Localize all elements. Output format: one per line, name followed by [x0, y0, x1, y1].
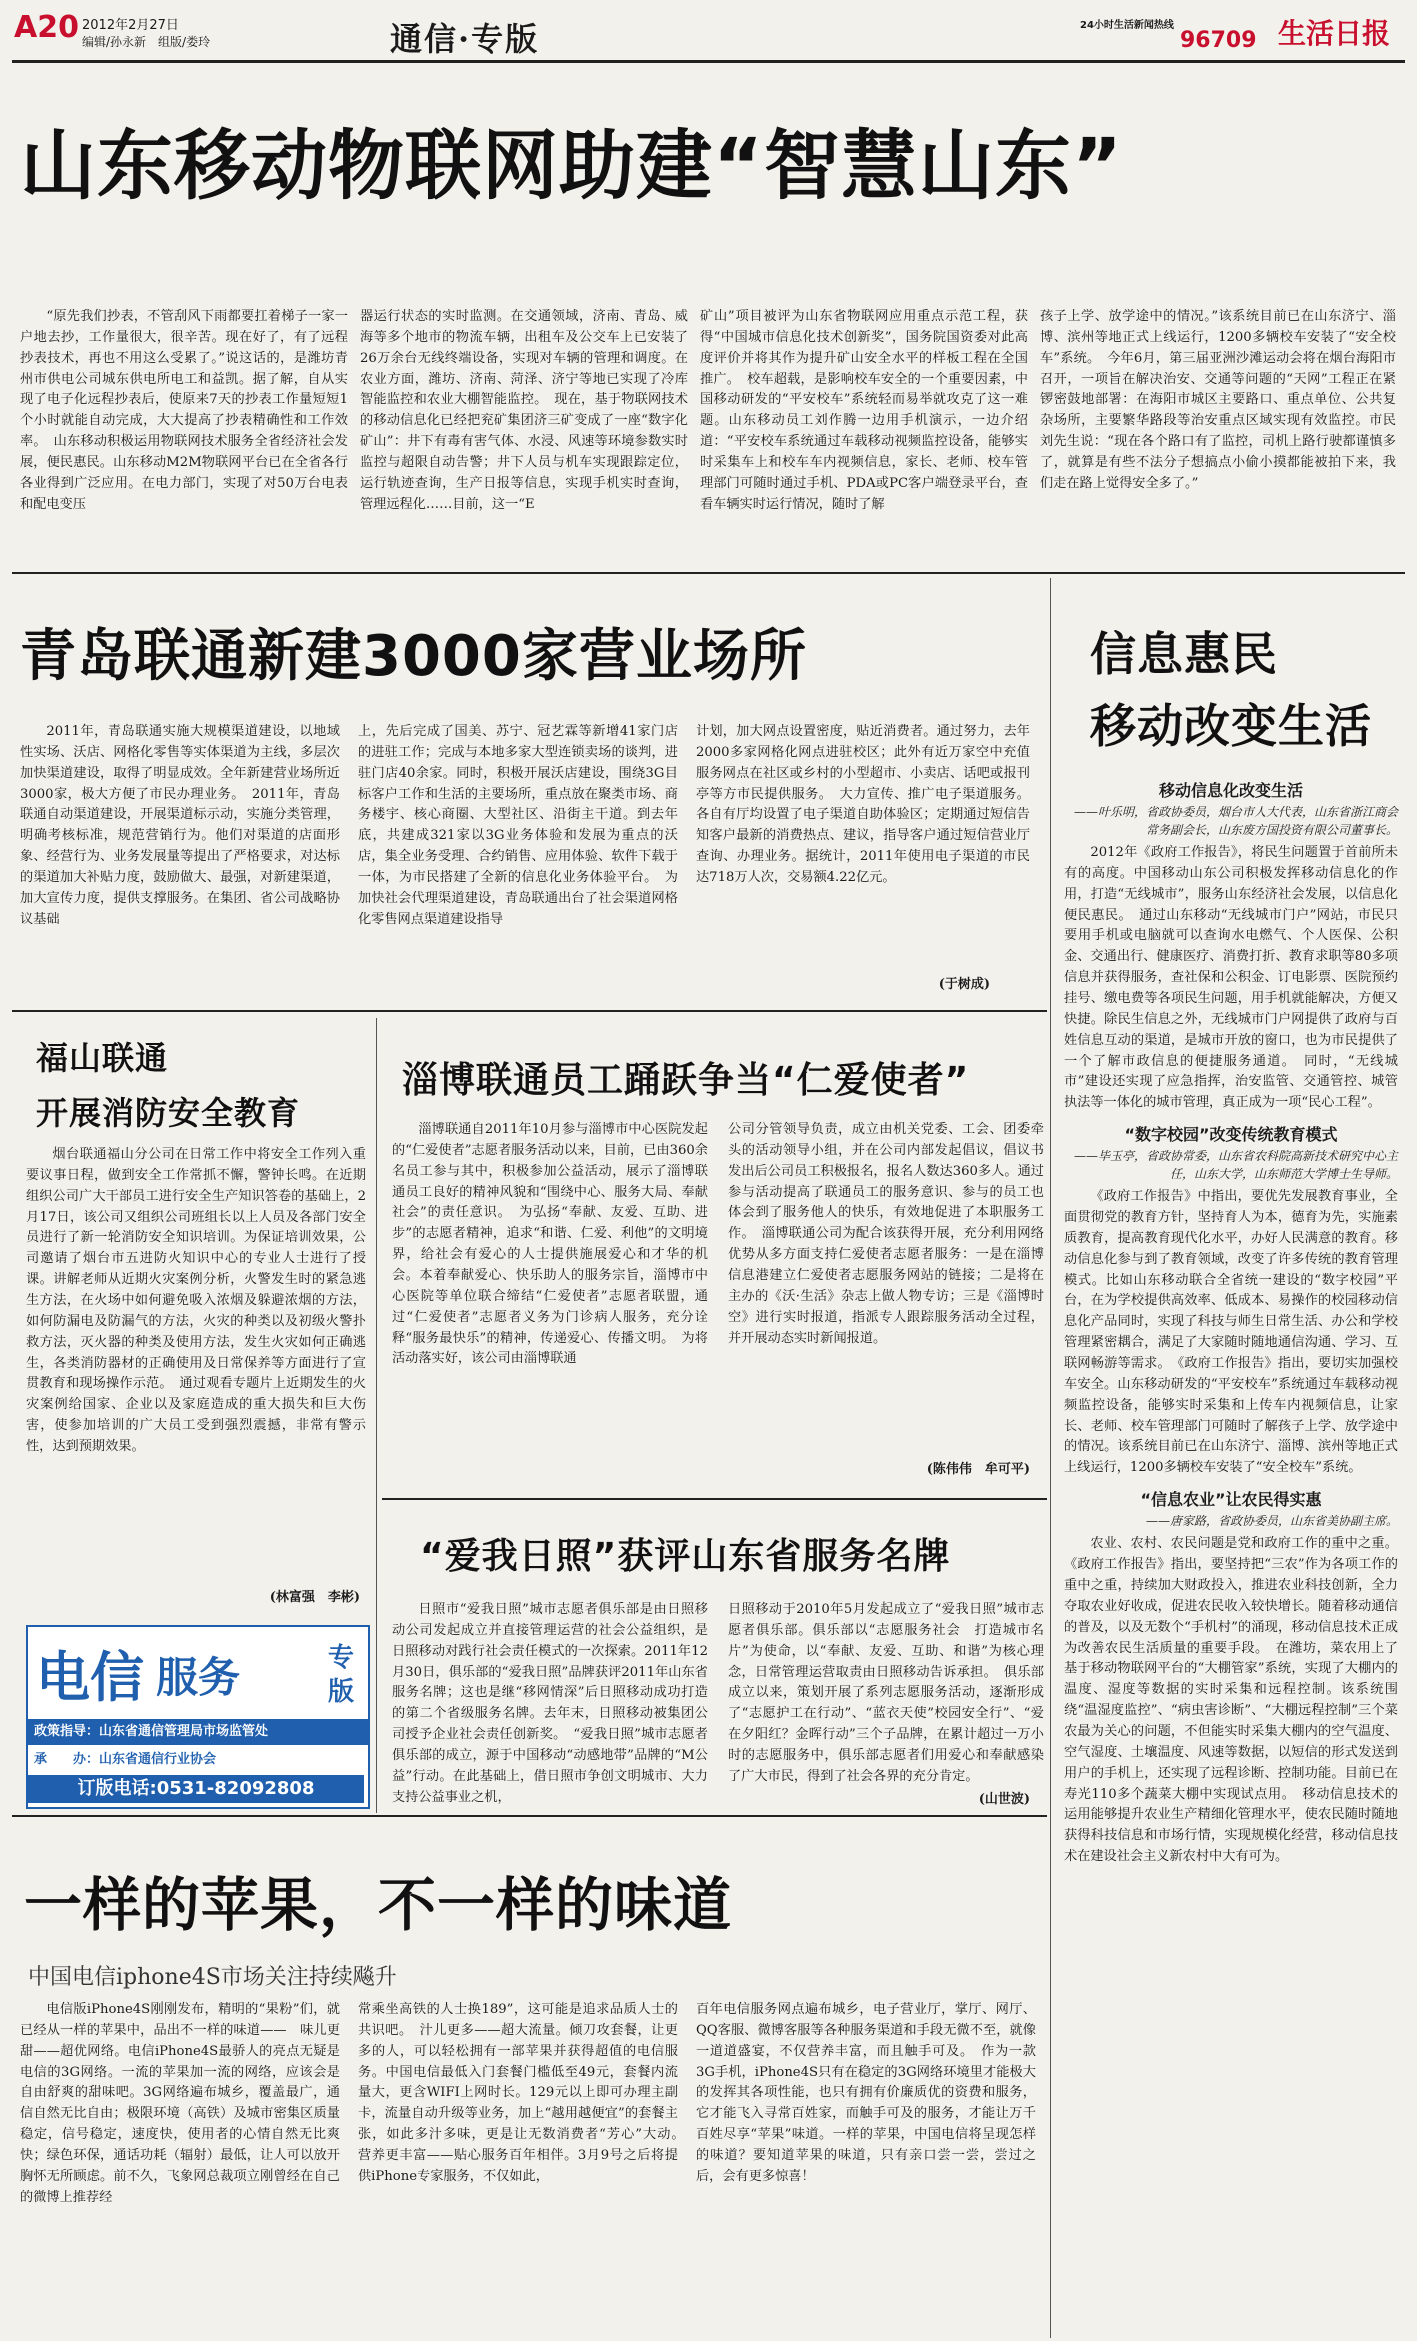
- article2-col2-text: 上，先后完成了国美、苏宁、冠艺霖等新增41家门店的进驻工作；完成与本地多家大型连锁卖场的谈判，进驻门店40余家。同时，积极开展沃店建设，围绕3G目标客户工作和生活的主要场所，重点放在聚类市场、商务楼宇、核心商圈、大型社区、沿街主干道。到去年底，共建成321家以3G业务体验和发展为重点的沃店，集全业务受理、合约销售、应用体验、软件下载于一体，为市民搭建了全新的信息化业务体验平台。 为加快社会代理渠道建设，青岛联通出台了社会渠道网格化零售网点渠道建设指导: [358, 724, 678, 927]
- ad-box: [26, 1625, 370, 1809]
- article6-col3-text: 百年电信服务网点遍布城乡，电子营业厅，掌厅、网厅、QQ客服、微博客服等各种服务渠道和手段无微不至，就像一道道盛宴，不仅营养丰富，而且触手可及。 作为一款3G手机，iPhone4S只有在稳定的3G网络环境里才能极大的发挥其各项性能，也只有拥有价廉质优的资费和服务，它才能飞入寻常百姓家，而触手可及的服务，才能让万千百姓尽享“苹果”味道。一样的苹果，中国电信将呈现怎样的味道？要知道苹果的味道，只有亲口尝一尝，尝过之后，会有更多惊喜！: [696, 2002, 1036, 2184]
- sidebar-sub2: “数字校园”改变传统教育模式: [1124, 1125, 1338, 1145]
- sidebar-p2: 《政府工作报告》中指出，要优先发展教育事业，全面贯彻党的教育方针，坚持育人为本，德育为先，实施素质教育，提高教育现代化水平，办好人民满意的教育。移动信息化参与到了教育领域，改变了许多传统的教育管理模式。比如山东移动联合全省统一建设的“数字校园”平台，在为学校提供高效率、低成本、易操作的校园移动信息化产品同时，实现了科技与师生日常生活、办公和学校管理紧密耦合，满足了大家随时随地通信沟通、学习、互联网畅游等需求。 《政府工作报告》指出，要切实加强校车安全。山东移动研发的“平安校车”系统通过车载移动视频监控设备，能够实时采集和上传车内视频信息，让家长、老师、校车管理部门可随时了解孩子上学、放学途中的情况。该系统目前已在山东济宁、淄博、滨州等地正式上线运行，1200多辆校车安装了“安全校车”系统。: [1064, 1189, 1398, 1476]
- article6-col1-text: 电信版iPhone4S刚刚发布，精明的“果粉”们，就已经从一样的苹果中，品出不一样的味道—— 味儿更甜——超优网络。电信iPhone4S最骄人的亮点无疑是电信的3G网络。一流的苹果加一流的网络，应该会是自由舒爽的甜味吧。3G网络遍布城乡，覆盖最广，通信自然无比自由；极限环境（高铁）及城市密集区质量稳定，信号稳定，速度快，使用者的心情自然无比爽快；绿色环保，通话功耗（辐射）最低，让人可以放开胸怀无所顾虑。前不久，飞象网总裁项立刚曾经在自己的微博上推荐经: [20, 2002, 340, 2205]
- ad-guidance-label: 政策指导：: [34, 1724, 100, 1739]
- article1-col2: [360, 307, 688, 562]
- sidebar-sub3: “信息农业”让农民得实惠: [1140, 1490, 1322, 1510]
- article6-col3: [696, 2000, 1036, 2330]
- article2-col3-text: 计划，加大网点设置密度，贴近消费者。通过努力，去年2000多家网格化网点进驻校区；此外有近万家空中充值服务网点在社区或乡村的小型超市、小卖店、话吧或报刊亭等方市民提供服务。 大力宣传、推广电子渠道服务。各自有厅均设置了电子渠道自助体验区；定期通过短信告知客户最新的消费热点、建议，指导客户通过短信营业厅查询、办理业务。据统计，2011年使用电子渠道的市民达718万人次，交易额4.22亿元。: [696, 724, 1030, 886]
- article5-col1-text: 日照市“爱我日照”城市志愿者俱乐部是由日照移动公司发起成立并直接管理运营的社会公益组织，是日照移动对践行社会责任模式的一次探索。2011年12月30日，俱乐部的“爱我日照”品牌获评2011年山东省服务名牌；这也是继“移网情深”后日照移动成功打造的第二个省级服务名牌。去年末，日照移动被集团公司授予企业社会责任创新奖。 “爱我日照”城市志愿者俱乐部的成立，源于中国移动“动感地带”品牌的“M公益”行动。在此基础上，借日照市争创文明城市、大力支持公益事业之机，: [392, 1602, 708, 1805]
- sidebar-rule: [1050, 578, 1051, 2338]
- ad-organizer-value: 山东省通信行业协会: [99, 1752, 217, 1767]
- ad-brand-service: 服务: [156, 1653, 241, 1702]
- article5-col2: [728, 1600, 1044, 1790]
- ad-edition-2: 版: [328, 1677, 355, 1707]
- article6-col1: [20, 2000, 340, 2330]
- divider-1: [12, 572, 1405, 574]
- ad-phone: 订版电话:0531-82092808: [28, 1775, 364, 1803]
- article4-col2-text: 公司分管领导负责，成立由机关党委、工会、团委牵头的活动领导小组，并在公司内部发起倡议，倡议书发出后公司员工积极报名，报名人数达360多人。通过参与活动提高了联通员工的服务意识、参与的员工也体会到了服务他人的快乐，有效地促进了本职服务工作。 淄博联通公司为配合该获得开展，充分利用网络优势从多方面支持仁爱使者志愿者服务：一是在淄博信息港建立仁爱使者志愿服务网站的链接；二是将在主办的《沃·生活》杂志上做人物专访；三是《淄博时空》进行实时报道，指派专人跟踪服务活动全过程，并开展动态实时新闻报道。: [728, 1122, 1044, 1346]
- sidebar-sub1: 移动信息化改变生活: [1158, 781, 1303, 800]
- paper-name: 生活日报: [1278, 17, 1391, 50]
- article6-col2-text: 常乘坐高铁的人士换189”，这可能是追求品质人士的共识吧。 汁儿更多——超大流量。倾刀攻套餐，让更多的人，可以轻松拥有一部苹果并获得超值的电信服务。中国电信最低入门套餐门槛低至49元，套餐内流量大，更含WIFI上网时长。129元以上即可办理主副卡，流量自动升级等业务，加上“越用越便宜”的套餐主张，如此多汁多味，更是让无数消费者“芳心”大动。 营养更丰富——贴心服务百年相伴。3月9号之后将提供iPhone专家服务，不仅如此，: [358, 2002, 692, 2184]
- article4-col1-text: 淄博联通自2011年10月参与淄博市中心医院发起的“仁爱使者”志愿者服务活动以来，目前，已由360余名员工参与其中，积极参加公益活动，展示了淄博联通员工良好的精神风貌和“围绕中心、服务大局、奉献社会”的责任意识。 为弘扬“奉献、友爱、互助、进步”的志愿者精神，追求“和谐、仁爱、利他”的文明境界，给社会有爱心的人士提供施展爱心和才华的机会。本着奉献爱心、快乐助人的服务宗旨，淄博市中心医院等单位联合缔结“仁爱使者”志愿者联盟，通过“仁爱使者”志愿者义务为门诊病人服务，充分诠释“服务最快乐”的精神，传递爱心、传播文明。 为将活动落实好，该公司由淄博联通: [392, 1122, 708, 1367]
- hotline-label: 24小时生活新闻热线: [1080, 20, 1174, 31]
- ad-guidance-row: [28, 1719, 368, 1745]
- sidebar-by2: ——毕玉亭，省政协常委，山东省农科院高新技术研究中心主任，山东大学，山东师范大学博士生导师。: [1073, 1149, 1398, 1182]
- article1-col1: [20, 307, 348, 562]
- divider-2: [12, 1010, 1047, 1012]
- sidebar-p1: 2012年《政府工作报告》，将民生问题置于首前所未有的高度。中国移动山东公司积极发挥移动信息化的作用，打造“无线城市”，服务山东经济社会发展，以信息化便民惠民。 通过山东移动“无线城市门户”网站，市民只要用手机或电脑就可以查询水电燃气、个人医保、公积金、交通出行、健康医疗、消费打折、教育求职等80多项信息并获得服务，查社保和公积金、订电影票、医院预约挂号、缴电费等各项民生问题，用手机就能解决，方便又快捷。除民生信息之外，无线城市门户网提供了政府与百姓信息互动的渠道，是城市开放的窗口，也为市民提供了一个了解市政信息的便捷服务通道。 同时，“无线城市”建设还实现了应急指挥，治安监管、交通管控、城管执法等一体化的城市管理，真正成为一项“民心工程”。: [1064, 845, 1398, 1111]
- article2-title: 青岛联通新建3000家营业场所: [20, 624, 807, 689]
- ad-organizer-label: 承 办：: [34, 1752, 100, 1767]
- article2-col3: [696, 722, 1030, 970]
- issue-date: 2012年2月27日: [82, 18, 179, 33]
- article2-col1-text: 2011年，青岛联通实施大规模渠道建设，以地域性实场、沃店、网格化零售等实体渠道为主线，多层次加快渠道建设，取得了明显成效。全年新建营业场所近3000家，极大方便了市民办理业务。 2011年，青岛联通自动渠道建设，开展渠道标示动，实施分类管理，明确考核标准，规范营销行为。他们对渠道的店面形象、经营行为、业务发展量等提出了严格要求，对达标的渠道加大补贴力度，鼓励做大、最强，对新建渠道，加大宣传力度，提供支撑服务。在集团、省公司战略协议基础: [20, 724, 340, 927]
- article3-rule: [376, 1018, 377, 1813]
- sidebar-body: [1064, 770, 1398, 2335]
- sidebar-by1: ——叶乐明，省政协委员，烟台市人大代表，山东省浙江商会常务副会长，山东废方国投资有限公司董事长。: [1073, 805, 1398, 837]
- article5-title: “爱我日照”获评山东省服务名牌: [420, 1536, 951, 1577]
- ad-organizer-row: [28, 1747, 368, 1773]
- editors: 编辑/孙永新 组版/娄玲: [82, 35, 211, 49]
- article1-title: 山东移动物联网助建“智慧山东”: [20, 121, 1123, 210]
- page-number: A20: [14, 10, 79, 45]
- article3-title-line2: 开展消防安全教育: [36, 1094, 301, 1132]
- header-rule: [12, 60, 1405, 63]
- article6-title: 一样的苹果，不一样的味道: [24, 1871, 733, 1939]
- ad-guidance-value: 山东省通信管理局市场监管处: [99, 1724, 269, 1739]
- article2-col1: [20, 722, 340, 994]
- article1-col3: [700, 307, 1028, 562]
- article1-col3-text: 矿山”项目被评为山东省物联网应用重点示范工程，获得“中国城市信息化技术创新奖”，国务院国资委对此高度评价并将其作为提升矿山安全水平的样板工程在全国推广。 校车超载，是影响校车安全的一个重要因素，中国移动研发的“平安校车”系统轻而易举就攻克了这一难题。山东移动员工刘作腾一边用手机演示，一边介绍道：“平安校车系统通过车载移动视频监控设备，能够实时采集车上和校车车内视频信息，家长、老师、校车管理部门可随时通过手机、PDA或PC客户端登录平台，查看车辆实时运行情况，随时了解: [700, 309, 1028, 512]
- article4-col2: [728, 1120, 1044, 1460]
- ad-brand-big: 电信: [36, 1646, 144, 1709]
- article6-subtitle: 中国电信iphone4S市场关注持续飚升: [28, 1965, 397, 1990]
- article3-body-text: 烟台联通福山分公司在日常工作中将安全工作列入重要议事日程，做到安全工作常抓不懈，警钟长鸣。在近期组织公司广大干部员工进行安全生产知识答卷的基础上，2月17日，该公司又组织公司班组长以上人员及各部门安全员进行了新一轮消防安全知识培训。为保证培训效果，公司邀请了烟台市五进防火知识中心的专业人士进行了授课。讲解老师从近期火灾案例分析，火警发生时的紧急逃生方法，在火场中如何避免吸入浓烟及躲避浓烟的方法，如何防漏电及防漏气的方法，火灾的种类以及初级火警扑救方法，灭火器的种类及使用方法，发生火灾如何正确逃生，各类消防器材的正确使用及日常保养等方面进行了宣贯教育和现场操作示范。 通过观看专题片上近期发生的火灾案例给国家、企业以及家庭造成的重大损失和巨大伤害，使参加培训的广大员工受到强烈震撼，非常有警示性，达到预期效果。: [26, 1147, 366, 1455]
- article6-col2: [358, 2000, 692, 2330]
- article1-col4: [1040, 307, 1396, 562]
- article5-byline: (山世波): [978, 1792, 1030, 1807]
- article1-col4-text: 孩子上学、放学途中的情况。”该系统目前已在山东济宁、淄博、滨州等地正式上线运行，1200多辆校车安装了“安全校车”系统。 今年6月，第三届亚洲沙滩运动会将在烟台海阳市召开，一项旨在解决治安、交通等问题的“天网”工程正在紧锣密鼓地部署：在海阳市城区主要路口、重点单位、公共复杂场所，主要繁华路段等治安重点区域实现有效监控。市民刘先生说：“现在各个路口有了监控，司机上路行驶都谨慎多了，就算是有些不法分子想搞点小偷小摸都能被拍下来，我们走在路上觉得安全多了。”: [1040, 309, 1396, 491]
- article5-col2-text: 日照移动于2010年5月发起成立了“爱我日照”城市志愿者俱乐部。俱乐部以“志愿服务社会 打造城市名片”为使命，以“奉献、友爱、互助、和谐”为核心理念，日常管理运营取责由日照移动告诉承担。 俱乐部成立以来，策划开展了系列志愿服务活动，逐渐形成了“志愿护工在行动”、“蓝衣天使”校园安全行”、“爱在夕阳红？金晖行动”三个子品牌，在累计超过一万小时的志愿服务中，俱乐部志愿者们用爱心和奉献感染了广大市民，得到了社会各界的充分肯定。: [728, 1602, 1044, 1784]
- sidebar-title-line1: 信息惠民: [1090, 627, 1278, 681]
- article3-title-line1: 福山联通: [36, 1039, 169, 1077]
- sidebar-title-line2: 移动改变生活: [1090, 699, 1372, 753]
- ad-edition-1: 专: [328, 1643, 355, 1673]
- section-title: 通信·专版: [390, 20, 540, 58]
- sidebar-p2-wrap: [1064, 1187, 1398, 1479]
- article3-byline: (林富强 李彬): [269, 1590, 360, 1605]
- sidebar-p3: 农业、农村、农民问题是党和政府工作的重中之重。《政府工作报告》指出，要坚持把“三农”作为各项工作的重中之重，持续加大财政投入，推进农业科技创新，全力夺取农业好收成，促进农民收入较快增长。随着移动通信的普及，以及无数个“手机村”的涌现，移动信息技术正成为改善农民生活质量的重要手段。 在潍坊，菜农用上了基于移动物联网平台的“大棚管家”系统，实现了大棚内的温度、湿度等数据的实时采集和远程控制。该系统围绕“温湿度监控”、“病虫害诊断”、“大棚远程控制”三个菜农最为关心的问题，不但能实时采集大棚内的空气温度、空气湿度、土壤温度、风速等数据，以短信的形式发送到用户的手机上，还实现了远程诊断、控制功能。目前已在寿光110多个蔬菜大棚中实现试点用。 移动信息技术的运用能够提升农业生产精细化管理水平，使农民随时随地获得科技信息和市场行情，实现规模化经营，移动信息技术在建设社会主义新农村中大有可为。: [1064, 1536, 1398, 1865]
- article2-byline: (于树成): [938, 977, 990, 992]
- article2-col2: [358, 722, 678, 994]
- article3-body: [26, 1145, 366, 1585]
- sidebar-p1-wrap: [1064, 843, 1398, 1114]
- divider-3: [382, 1498, 1047, 1500]
- sidebar-p3-wrap: [1064, 1534, 1398, 1868]
- article4-title: 淄博联通员工踊跃争当“仁爱使者”: [402, 1060, 970, 1101]
- sidebar-by3: ——唐家路，省政协委员，山东省美协副主席。: [1145, 1514, 1398, 1529]
- article1-col2-text: 器运行状态的实时监测。在交通领域，济南、青岛、威海等多个地市的物流车辆，出租车及公交车上已安装了26万余台无线终端设备，实现对车辆的管理和调度。在农业方面，潍坊、济南、菏泽、济宁等地已实现了冷库智能监控和农业大棚智能监控。 现在，基于物联网技术的移动信息化已经把兖矿集团济三矿变成了一座“数字化矿山”：井下有毒有害气体、水浸、风速等环境参数实时监控与超限自动告警；井下人员与机车实现跟踪定位，运行轨迹查询，生产日报等信息，实现手机实时查询，管理远程化……目前，这一“E: [360, 309, 688, 512]
- divider-4: [12, 1815, 1047, 1817]
- article5-col1: [392, 1600, 708, 1805]
- article4-byline: (陈伟伟 牟可平): [926, 1462, 1030, 1477]
- article4-col1: [392, 1120, 708, 1480]
- hotline-number: 96709: [1180, 28, 1257, 53]
- article1-col1-text: “原先我们抄表，不管刮风下雨都要扛着梯子一家一户地去抄，工作量很大，很辛苦。现在好了，有了远程抄表技术，再也不用这么受累了。”说这话的，是潍坊青州市供电公司城东供电所电工和益凯。据了解，自从实现了电子化远程抄表后，使原来7天的抄表工作量短短1个小时就能自动完成，大大提高了抄表精确性和工作效率。 山东移动积极运用物联网技术服务全省经济社会发展，便民惠民。山东移动M2M物联网平台已在全省各行各业得到广泛应用。在电力部门，实现了对50万台电表和配电变压: [20, 309, 348, 512]
